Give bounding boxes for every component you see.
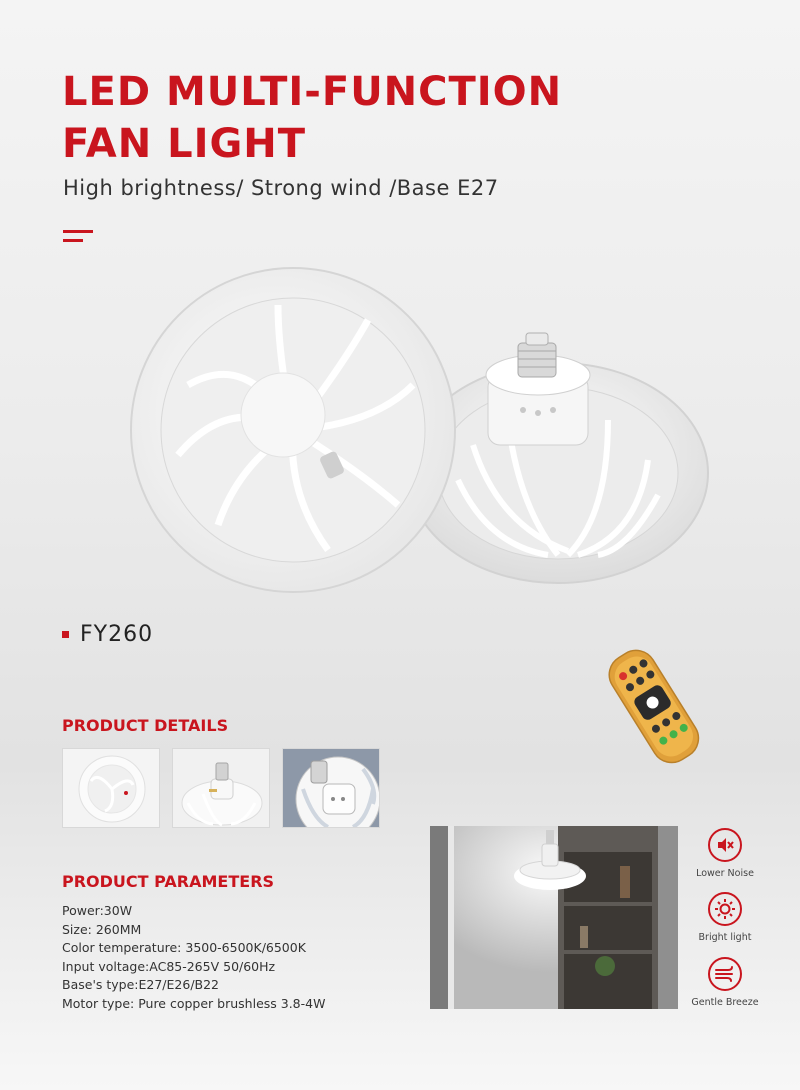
feature-label: Lower Noise — [696, 868, 754, 879]
feature-gentle-breeze — [688, 957, 762, 1008]
detail-thumbnail-front[interactable] — [62, 748, 160, 828]
param-base-type: Base's type:E27/E26/B22 — [62, 977, 220, 992]
speaker-mute-icon — [708, 828, 742, 862]
parameter-list — [62, 902, 325, 1013]
param-power: Power:30W — [62, 903, 133, 918]
page-title — [62, 66, 562, 170]
param-color-temperature: Color temperature: 3500-6500K/6500K — [62, 940, 306, 955]
title-line-2: FAN LIGHT — [62, 121, 307, 167]
wind-icon — [708, 957, 742, 991]
param-motor-type: Motor type: Pure copper brushless 3.8-4W — [62, 995, 326, 1011]
remote-control-image — [598, 645, 708, 770]
sun-icon — [708, 892, 742, 926]
param-size: Size: 260MM — [62, 921, 142, 937]
feature-label: Bright light — [698, 932, 752, 943]
accent-bars-icon — [63, 230, 93, 244]
fan-front-view — [131, 268, 455, 592]
detail-thumbnail-closeup[interactable] — [282, 748, 380, 828]
feature-label: Gentle Breeze — [691, 997, 759, 1008]
title-line-1: LED MULTI-FUNCTION — [62, 69, 563, 115]
feature-lower-noise — [688, 828, 762, 879]
product-details-heading: PRODUCT DETAILS — [62, 716, 229, 735]
model-label — [62, 622, 153, 647]
detail-thumbnails — [62, 748, 380, 828]
bullet-icon — [62, 631, 69, 638]
param-input-voltage: Input voltage:AC85-265V 50/60Hz — [62, 958, 276, 974]
product-parameters-heading: PRODUCT PARAMETERS — [62, 872, 275, 891]
subtitle: High brightness/ Strong wind /Base E27 — [63, 176, 499, 200]
product-hero-image — [128, 255, 728, 615]
detail-thumbnail-side[interactable] — [172, 748, 270, 828]
room-scene-image — [430, 826, 678, 1009]
model-name: FY260 — [80, 622, 154, 647]
feature-bright-light — [688, 892, 762, 943]
